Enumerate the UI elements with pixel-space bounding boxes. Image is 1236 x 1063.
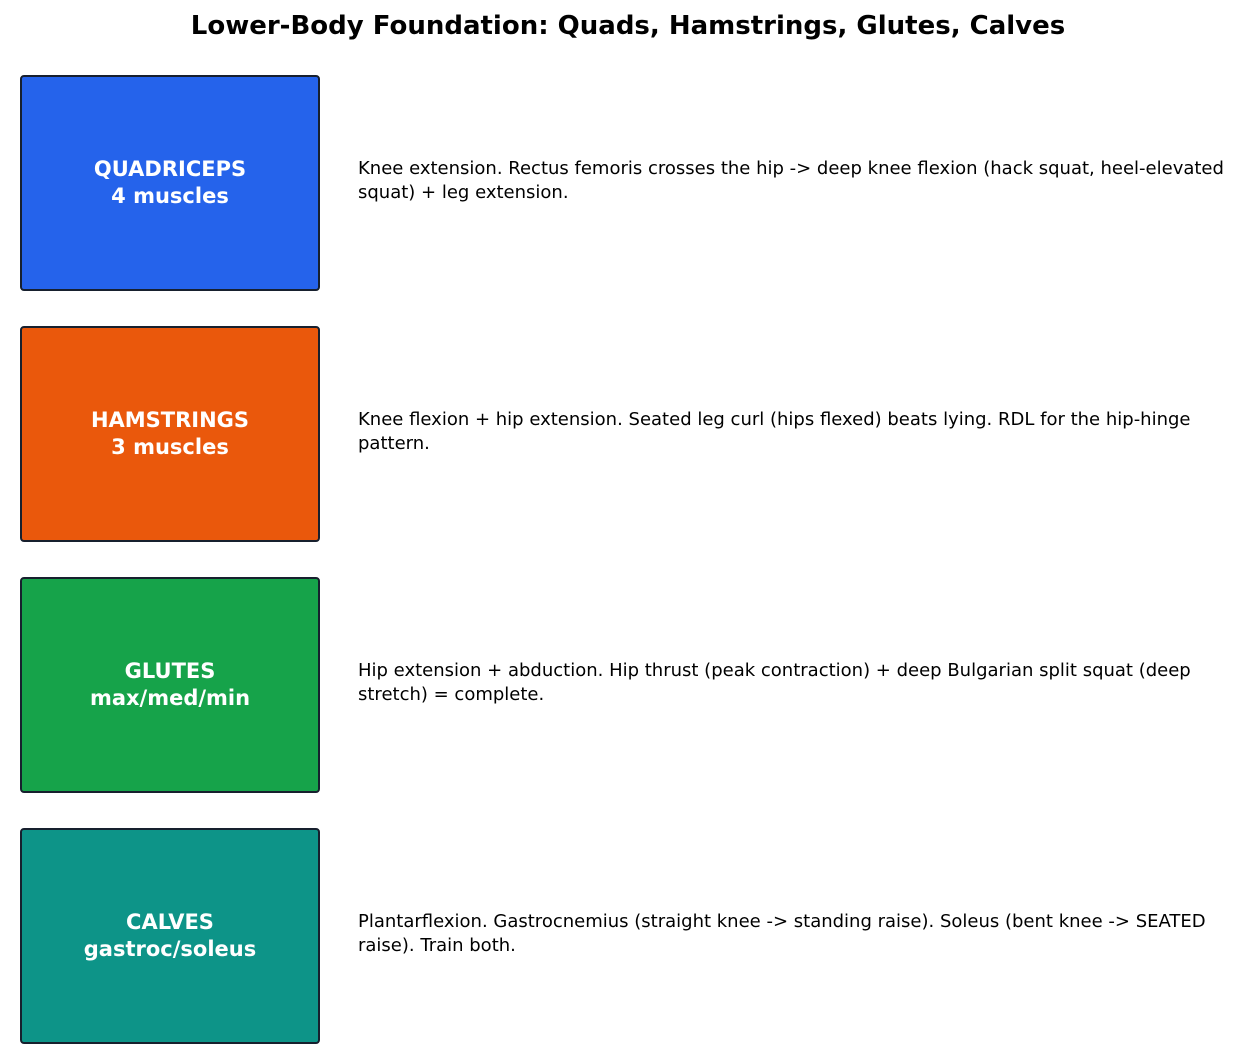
hamstrings-name: HAMSTRINGS [90, 408, 250, 432]
calves-subtitle: gastroc/soleus [83, 937, 257, 961]
glutes-description: Hip extension + abduction. Hip thrust (peak contraction) + deep Bulgarian split squat (deep stretch) = complete. [358, 660, 1191, 705]
muscle-group-quadriceps [0, 75, 1236, 291]
muscle-group-calves [0, 828, 1236, 1044]
calves-description: Plantarflexion. Gastrocnemius (straight knee -> standing raise). Soleus (bent knee -> SEATED raise). Train both. [358, 911, 1206, 956]
calves-name: CALVES [126, 910, 214, 934]
quadriceps-subtitle: 4 muscles [111, 184, 229, 208]
quadriceps-name: QUADRICEPS [93, 157, 247, 181]
glutes-name: GLUTES [124, 659, 216, 683]
hamstrings-box [20, 326, 320, 542]
hamstrings-subtitle: 3 muscles [111, 435, 229, 459]
diagram-title: Lower-Body Foundation: Quads, Hamstrings, Glutes, Calves [190, 11, 1066, 41]
calves-box [20, 828, 320, 1044]
muscle-group-glutes [0, 577, 1236, 793]
glutes-subtitle: max/med/min [89, 686, 251, 710]
quadriceps-description: Knee extension. Rectus femoris crosses the hip -> deep knee flexion (hack squat, heel-elevated squat) + leg extension. [358, 158, 1224, 203]
quadriceps-box [20, 75, 320, 291]
hamstrings-description: Knee flexion + hip extension. Seated leg curl (hips flexed) beats lying. RDL for the hip-hinge pattern. [358, 409, 1191, 454]
muscle-group-hamstrings [0, 326, 1236, 542]
glutes-box [20, 577, 320, 793]
